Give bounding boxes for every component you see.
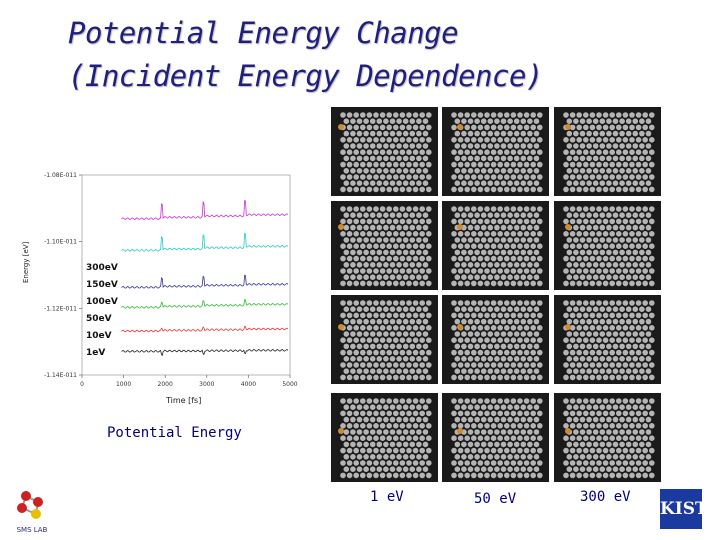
legend-label-1eV: 1eV bbox=[86, 348, 106, 358]
snapshot-panel bbox=[554, 393, 661, 482]
snapshot-panel bbox=[554, 201, 661, 290]
sms-lab-logo bbox=[12, 488, 52, 536]
slide-subtitle: (Incident Energy Dependence) bbox=[68, 59, 543, 93]
x-axis-label: Time [fs] bbox=[166, 396, 202, 405]
y-tick-label: -1.08E-011 bbox=[44, 172, 77, 179]
snapshot-panel bbox=[554, 107, 661, 196]
x-tick-label: 2000 bbox=[157, 381, 173, 388]
snapshot-panel bbox=[554, 295, 661, 384]
legend-label-300eV: 300eV bbox=[86, 263, 118, 273]
snapshot-panel bbox=[442, 393, 549, 482]
snapshot-panel bbox=[442, 107, 549, 196]
slide-title: Potential Energy Change bbox=[68, 16, 459, 50]
x-tick-label: 3000 bbox=[199, 381, 215, 388]
plot-area bbox=[82, 175, 290, 375]
x-tick-label: 5000 bbox=[282, 381, 298, 388]
snapshot-panel bbox=[442, 295, 549, 384]
legend-label-10eV: 10eV bbox=[86, 331, 112, 341]
y-tick-label: -1.12E-011 bbox=[44, 305, 77, 313]
legend-label-100eV: 100eV bbox=[86, 297, 118, 307]
y-tick-label: -1.14E-011 bbox=[44, 372, 77, 379]
svg-text:SMS LAB: SMS LAB bbox=[16, 526, 48, 534]
column-label-300ev: 300 eV bbox=[580, 489, 631, 505]
potential-energy-chart bbox=[20, 155, 325, 410]
snapshot-panel bbox=[331, 201, 438, 290]
y-axis-label: Energy [eV] bbox=[22, 241, 30, 283]
legend-label-50eV: 50eV bbox=[86, 314, 112, 324]
x-tick-label: 1000 bbox=[115, 381, 132, 388]
snapshot-panel bbox=[331, 393, 438, 482]
y-tick-label: -1.10E-011 bbox=[44, 238, 77, 246]
legend-label-150eV: 150eV bbox=[86, 280, 118, 290]
column-label-50ev: 50 eV bbox=[474, 491, 517, 507]
kist-logo: KIST bbox=[660, 489, 702, 529]
x-tick-label: 4000 bbox=[240, 381, 257, 388]
x-tick-label: 0 bbox=[80, 381, 84, 388]
plot-caption: Potential Energy bbox=[107, 425, 242, 441]
snapshot-panel bbox=[442, 201, 549, 290]
snapshot-panel bbox=[331, 107, 438, 196]
snapshot-panel bbox=[331, 295, 438, 384]
column-label-1ev: 1 eV bbox=[370, 489, 404, 505]
